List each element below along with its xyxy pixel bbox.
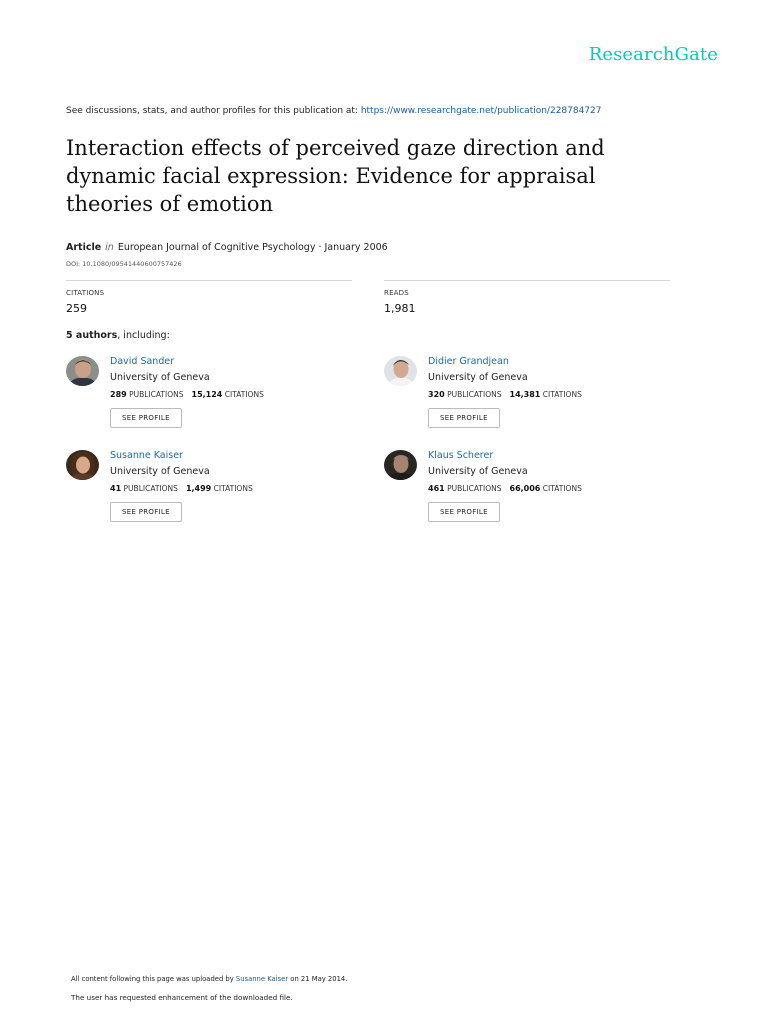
- author-name[interactable]: Klaus Scherer: [428, 450, 494, 461]
- discussions-text: See discussions, stats, and author profiles for this publication at:: [66, 106, 361, 116]
- citations-label: CITATIONS: [224, 390, 264, 399]
- author-name[interactable]: David Sander: [110, 356, 175, 367]
- author-citations-count: 66,006: [509, 484, 541, 493]
- citations-stat: [66, 280, 352, 315]
- publications-label: PUBLICATIONS: [447, 484, 502, 493]
- author-citations-count: 15,124: [191, 390, 223, 399]
- uploader-link[interactable]: Susanne Kaiser: [235, 975, 289, 983]
- discussions-note: [66, 106, 602, 116]
- author-institution: University of Geneva: [428, 466, 528, 477]
- author-publications-count: 289: [110, 390, 127, 399]
- authors-heading: [66, 330, 170, 341]
- author-info: [428, 450, 582, 522]
- author-avatar[interactable]: [66, 450, 99, 480]
- author-card: [66, 450, 366, 530]
- author-stats: [110, 484, 253, 494]
- authors-suffix: , including:: [117, 330, 170, 341]
- author-stats: [110, 390, 264, 400]
- citations-label: CITATIONS: [542, 484, 582, 493]
- publications-label: PUBLICATIONS: [123, 484, 178, 493]
- see-profile-button[interactable]: SEE PROFILE: [110, 502, 182, 522]
- see-profile-button[interactable]: SEE PROFILE: [428, 408, 500, 428]
- doi: DOI: 10.1080/09541440600757426: [66, 260, 182, 268]
- publication-in: in: [105, 242, 114, 253]
- see-profile-button[interactable]: SEE PROFILE: [428, 502, 500, 522]
- author-stats: [428, 390, 582, 400]
- publication-line: [66, 242, 388, 253]
- author-info: [110, 356, 264, 428]
- author-avatar[interactable]: [384, 356, 417, 386]
- author-name[interactable]: Susanne Kaiser: [110, 450, 183, 461]
- citations-label: CITATIONS: [66, 289, 105, 297]
- upload-prefix: All content following this page was uploaded by: [71, 975, 236, 983]
- author-institution: University of Geneva: [110, 466, 210, 477]
- reads-stat: [384, 280, 670, 315]
- author-name[interactable]: Didier Grandjean: [428, 356, 509, 367]
- reads-label: READS: [384, 289, 409, 297]
- author-publications-count: 461: [428, 484, 445, 493]
- enhancement-note: The user has requested enhancement of the downloaded file.: [71, 993, 293, 1002]
- author-info: [428, 356, 582, 428]
- publication-title: Interaction effects of perceived gaze direction and dynamic facial expression: Evidence for appraisal theories of emotion: [66, 136, 605, 216]
- author-citations-count: 14,381: [509, 390, 541, 399]
- author-info: [110, 450, 253, 522]
- author-card: [384, 356, 684, 436]
- reads-value: 1,981: [384, 302, 416, 315]
- authors-count: 5 authors: [66, 330, 118, 341]
- citations-value: 259: [66, 302, 87, 315]
- author-publications-count: 320: [428, 390, 445, 399]
- author-stats: [428, 484, 582, 494]
- citations-label: CITATIONS: [542, 390, 582, 399]
- journal-name: European Journal of Cognitive Psychology · January 2006: [117, 242, 388, 253]
- upload-suffix: on 21 May 2014.: [288, 975, 348, 983]
- author-avatar[interactable]: [66, 356, 99, 386]
- see-profile-button[interactable]: SEE PROFILE: [110, 408, 182, 428]
- publication-link[interactable]: https://www.researchgate.net/publication/228784727: [360, 106, 602, 116]
- publications-label: PUBLICATIONS: [129, 390, 184, 399]
- author-card: [66, 356, 366, 436]
- citations-label: CITATIONS: [213, 484, 253, 493]
- author-publications-count: 41: [110, 484, 122, 493]
- researchgate-logo[interactable]: ResearchGate: [588, 44, 718, 65]
- publication-type: Article: [66, 242, 102, 253]
- author-citations-count: 1,499: [185, 484, 212, 493]
- author-institution: University of Geneva: [110, 372, 210, 383]
- author-institution: University of Geneva: [428, 372, 528, 383]
- upload-note: [71, 975, 347, 983]
- author-avatar[interactable]: [384, 450, 417, 480]
- publications-label: PUBLICATIONS: [447, 390, 502, 399]
- author-card: [384, 450, 684, 530]
